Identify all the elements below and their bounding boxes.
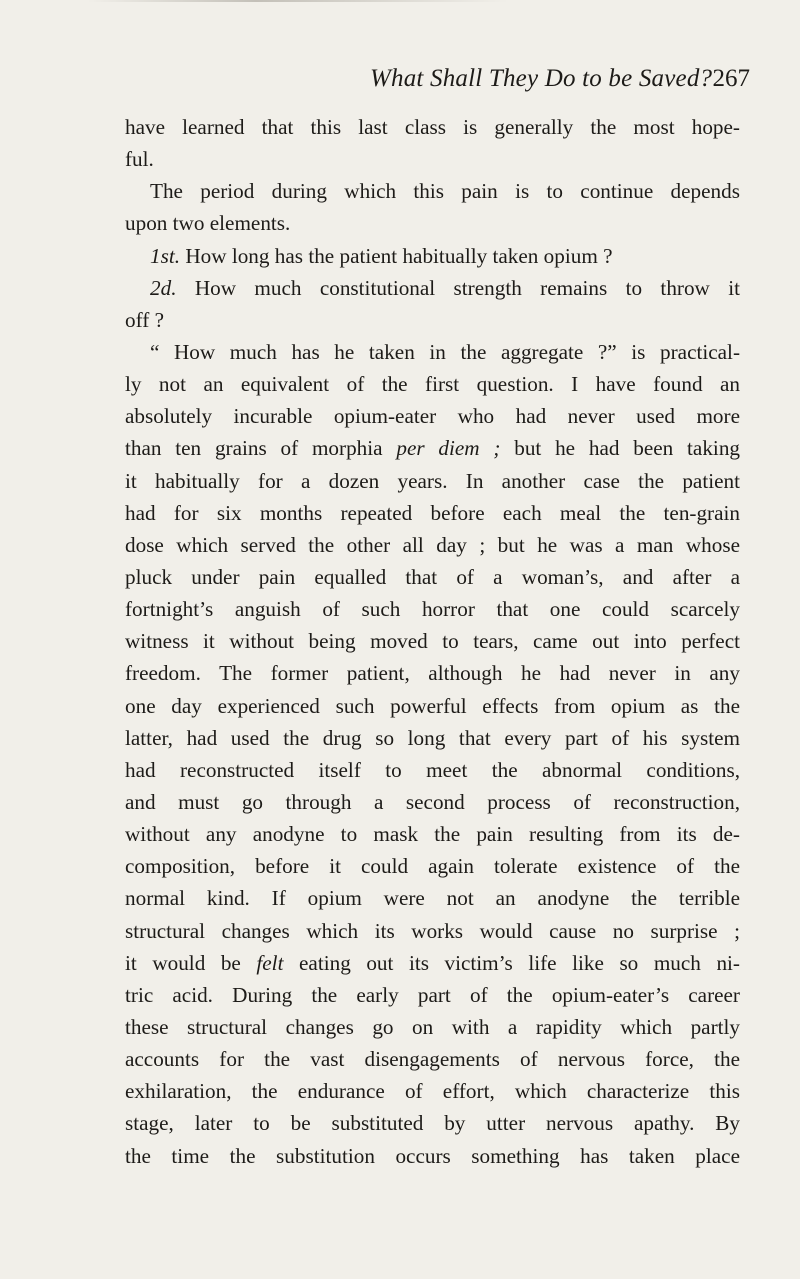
text-line bbox=[125, 979, 740, 1011]
line-text: structural changes which its works would cause no surprise ; bbox=[125, 918, 740, 943]
line-text: composition, before it could again tolerate existence of the bbox=[125, 854, 740, 879]
line-text: normal kind. If opium were not an anodyne the terrible bbox=[125, 886, 740, 911]
body-text bbox=[125, 111, 740, 1172]
line-text: exhilaration, the endurance of effort, which characterize this bbox=[125, 1079, 740, 1104]
line-text-continued: eating out its victim’s life like so much ni- bbox=[283, 950, 740, 975]
text-line bbox=[125, 432, 740, 464]
line-text: and must go through a second process of reconstruction, bbox=[125, 789, 740, 814]
line-text: off ? bbox=[125, 307, 165, 332]
line-text: the time the substitution occurs something has taken place bbox=[125, 1143, 740, 1168]
text-line bbox=[125, 1107, 740, 1139]
text-line bbox=[125, 400, 740, 432]
line-text: ly not an equivalent of the first question. I have found an bbox=[125, 372, 740, 397]
text-line bbox=[125, 1140, 740, 1172]
text-line bbox=[125, 497, 740, 529]
line-text: The period during which this pain is to continue depends bbox=[150, 179, 740, 204]
text-line bbox=[125, 240, 740, 272]
text-line bbox=[125, 786, 740, 818]
text-line bbox=[125, 690, 740, 722]
text-line bbox=[125, 818, 740, 850]
line-text-continued: but he had been taking bbox=[500, 436, 741, 461]
text-line bbox=[125, 175, 740, 207]
line-text: have learned that this last class is generally the most hope- bbox=[125, 115, 740, 139]
running-title: What Shall They Do to be Saved? bbox=[370, 65, 713, 92]
line-text: freedom. The former patient, although he had never in any bbox=[125, 661, 740, 686]
line-text: How much constitutional strength remains to throw it bbox=[176, 275, 740, 300]
text-line bbox=[125, 882, 740, 914]
page-header bbox=[125, 65, 750, 105]
text-line bbox=[125, 947, 740, 979]
line-text: upon two elements. bbox=[125, 211, 291, 236]
line-text: one day experienced such powerful effects from opium as the bbox=[125, 693, 740, 718]
line-text: tric acid. During the early part of the opium-eater’s career bbox=[125, 982, 740, 1007]
text-line bbox=[125, 593, 740, 625]
line-text: had for six months repeated before each meal the ten-grain bbox=[125, 500, 740, 525]
line-text: How long has the patient habitually taken opium ? bbox=[180, 243, 613, 268]
italic-ordinal: 2d. bbox=[150, 275, 177, 300]
text-line bbox=[125, 1011, 740, 1043]
line-text: witness it without being moved to tears, came out into perfect bbox=[125, 629, 740, 654]
italic-emphasis: felt bbox=[256, 950, 284, 975]
text-line bbox=[125, 625, 740, 657]
line-text: these structural changes go on with a rapidity which partly bbox=[125, 1014, 740, 1039]
text-line bbox=[125, 336, 740, 368]
line-text: it habitually for a dozen years. In another case the patient bbox=[125, 468, 740, 493]
text-line bbox=[125, 657, 740, 689]
text-line bbox=[125, 143, 740, 175]
text-line bbox=[125, 754, 740, 786]
line-text: dose which served the other all day ; but he was a man whose bbox=[125, 532, 740, 557]
text-line bbox=[125, 304, 740, 336]
line-text: had reconstructed itself to meet the abnormal conditions, bbox=[125, 757, 740, 782]
text-line bbox=[125, 368, 740, 400]
text-line bbox=[125, 1075, 740, 1107]
text-line bbox=[125, 529, 740, 561]
text-line bbox=[125, 207, 740, 239]
line-text: “ How much has he taken in the aggregate ?” is practical- bbox=[150, 339, 740, 364]
line-text: fortnight’s anguish of such horror that one could scarcely bbox=[125, 597, 740, 622]
text-line bbox=[125, 915, 740, 947]
line-text: ful. bbox=[125, 147, 154, 172]
line-text: pluck under pain equalled that of a woman’s, and after a bbox=[125, 564, 740, 589]
line-text: absolutely incurable opium-eater who had never used more bbox=[125, 404, 740, 429]
line-text: stage, later to be substituted by utter nervous apathy. By bbox=[125, 1111, 740, 1136]
text-line bbox=[125, 850, 740, 882]
text-line bbox=[125, 1043, 740, 1075]
line-text: without any anodyne to mask the pain resulting from its de- bbox=[125, 822, 740, 847]
text-line bbox=[125, 111, 740, 143]
line-text: accounts for the vast disengagements of nervous force, the bbox=[125, 1047, 740, 1072]
text-line bbox=[125, 272, 740, 304]
text-line bbox=[125, 561, 740, 593]
line-text: it would be bbox=[125, 950, 257, 975]
line-text: than ten grains of morphia bbox=[125, 436, 397, 461]
page-number: 267 bbox=[712, 65, 750, 92]
italic-emphasis: per diem ; bbox=[396, 436, 501, 461]
text-line bbox=[125, 722, 740, 754]
text-line bbox=[125, 465, 740, 497]
line-text: latter, had used the drug so long that every part of his system bbox=[125, 725, 740, 750]
page-edge-mark bbox=[88, 0, 508, 2]
italic-ordinal: 1st. bbox=[150, 243, 181, 268]
